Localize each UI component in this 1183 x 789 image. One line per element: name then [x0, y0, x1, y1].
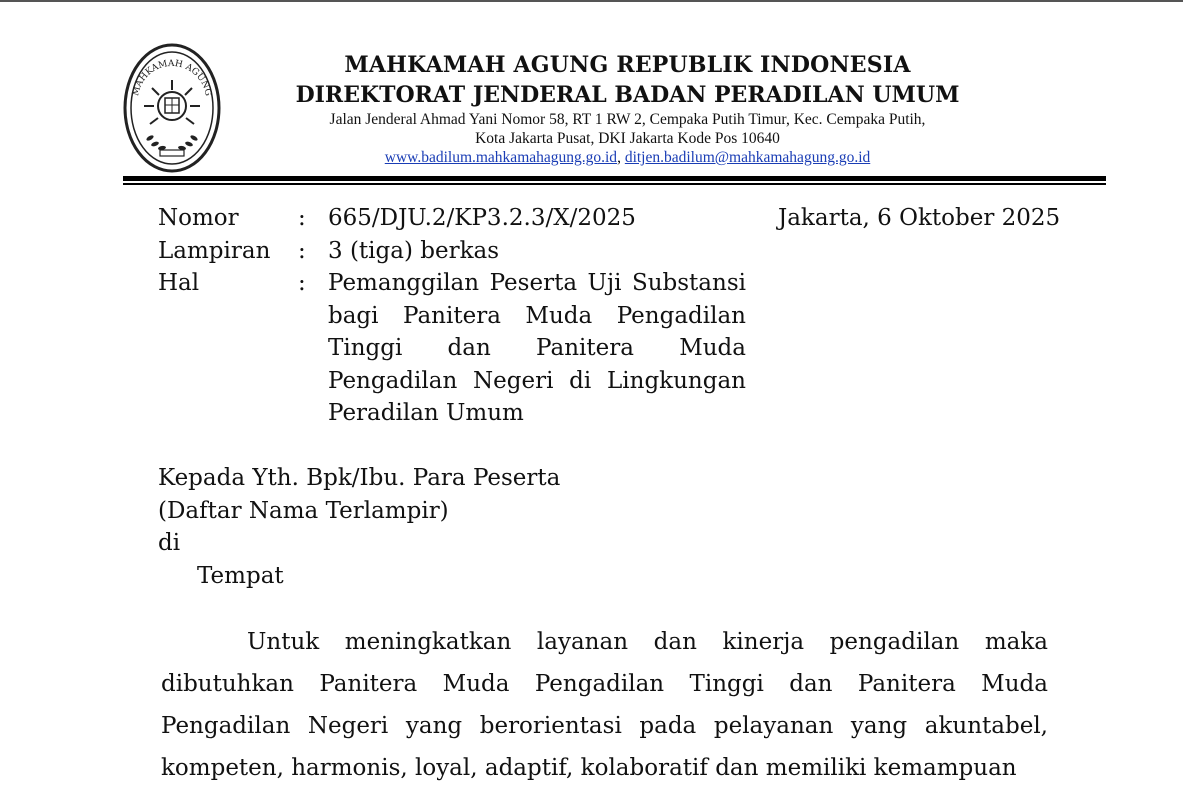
nomor-label: Nomor — [158, 205, 239, 231]
body-paragraph: Untuk meningkatkan layanan dan kinerja pengadilan maka dibutuhkan Panitera Muda Pengadilan Tinggi dan Panitera Muda Pengadilan Negeri yang berorientasi pada pelayanan yang akuntabel, kompeten, harmonis, loyal, adaptif, kolaboratif dan memiliki kemampuan — [161, 629, 1048, 781]
lampiran-colon: : — [298, 237, 306, 264]
seal-text: MAHKAMAH AGUNG — [131, 58, 213, 98]
recipient-line2: (Daftar Nama Terlampir) — [158, 497, 449, 524]
recipient-line4: Tempat — [197, 562, 284, 589]
letter-date: Jakarta, 6 Oktober 2025 — [778, 205, 1061, 231]
link-separator: , — [617, 149, 621, 166]
letterhead-address-line1: Jalan Jenderal Ahmad Yani Nomor 58, RT 1 RW 2, Cempaka Putih Timur, Kec. Cempaka Putih, — [329, 111, 926, 128]
letterhead-links — [240, 148, 1015, 167]
nomor-colon: : — [298, 205, 306, 231]
letterhead — [240, 50, 1015, 167]
nomor-value: 665/DJU.2/KP3.2.3/X/2025 — [328, 205, 636, 231]
recipient-block — [158, 462, 560, 592]
hal-colon: : — [298, 270, 306, 296]
recipient-line3: di — [158, 530, 181, 556]
lampiran-label: Lampiran — [158, 237, 271, 264]
letterhead-directorate: DIREKTORAT JENDERAL BADAN PERADILAN UMUM — [295, 82, 960, 108]
meta-row-lampiran — [158, 235, 746, 268]
meta-row-nomor — [158, 202, 746, 235]
hal-value: Pemanggilan Peserta Uji Substansi bagi Panitera Muda Pengadilan Tinggi dan Panitera Muda Pengadilan Negeri di Lingkungan Peradilan Umum — [328, 270, 746, 426]
email-link[interactable]: ditjen.badilum@mahkamahagung.go.id — [624, 149, 871, 166]
letterhead-rule-thin — [123, 183, 1106, 185]
lampiran-value: 3 (tiga) berkas — [328, 237, 500, 264]
letterhead-institution: MAHKAMAH AGUNG REPUBLIK INDONESIA — [344, 52, 911, 78]
meta-row-hal — [158, 267, 746, 430]
top-border — [0, 0, 1183, 2]
letter-meta — [158, 202, 746, 430]
hal-label: Hal — [158, 270, 200, 296]
letterhead-rule-thick — [123, 176, 1106, 181]
letterhead-address-line2: Kota Jakarta Pusat, DKI Jakarta Kode Pos 10640 — [475, 130, 780, 147]
mahkamah-agung-seal-icon — [122, 42, 222, 174]
recipient-line1: Kepada Yth. Bpk/Ibu. Para Peserta — [158, 465, 561, 491]
website-link[interactable]: www.badilum.mahkamahagung.go.id — [384, 149, 618, 166]
